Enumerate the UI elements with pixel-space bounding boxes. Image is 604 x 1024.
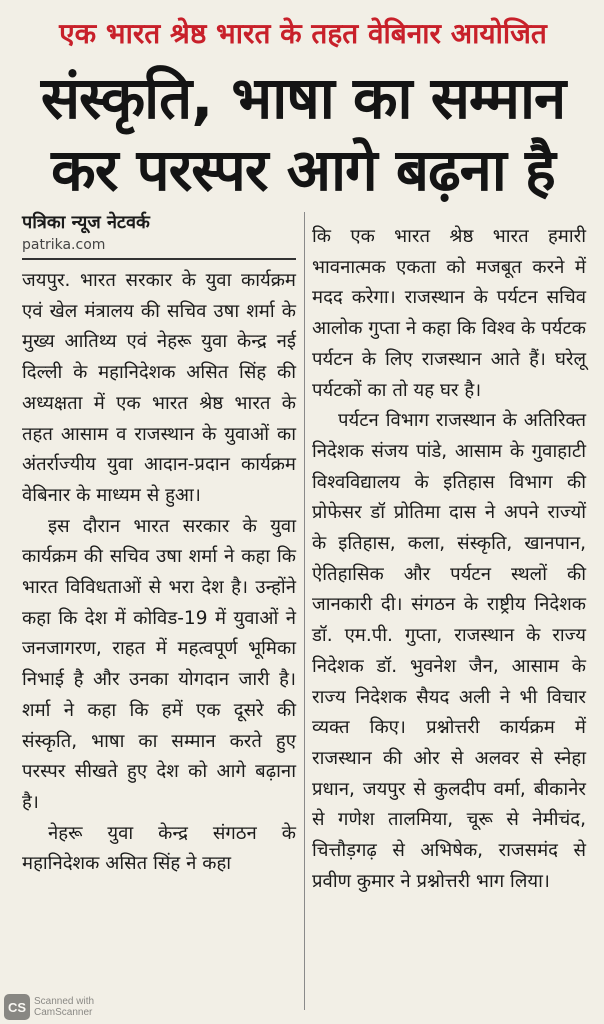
column-divider: [304, 212, 305, 1010]
byline: पत्रिका न्यूज नेटवर्क: [22, 212, 150, 233]
left-paragraph-1: जयपुर. भारत सरकार के युवा कार्यक्रम एवं खेल मंत्रालय की सचिव उषा शर्मा के मुख्य आतिथ्य एवं नेहरू युवा केन्द्र नई दिल्ली के महानिदेशक असित सिंह की अध्यक्षता में एक भारत श्रेष्ठ भारत के तहत आसाम व राजस्थान के युवाओं का अंतर्राज्यीय युवा आदान-प्रदान कार्यक्रम वेबिनार के माध्यम से हुआ।: [22, 270, 296, 506]
byline-site: patrika.com: [22, 237, 106, 253]
right-paragraph-2: पर्यटन विभाग राजस्थान के अतिरिक्त निदेशक संजय पांडे, आसाम के गुवाहाटी विश्वविद्यालय के इतिहास विभाग की प्रोफेसर डॉ प्रोतिमा दास ने अपने राज्यों के इतिहास, कला, संस्कृति, खानपान, ऐतिहासिक और पर्यटन स्थलों की जानकारी दी। संगठन के राष्ट्रीय निदेशक डॉ. एम.पी. गुप्ता, राजस्थान के राज्य निदेशक डॉ. भुवनेश जैन, आसाम के राज्य निदेशक सैयद अली ने भी विचार व्यक्त किए। प्रश्नोत्तरी कार्यक्रम में राजस्थान की ओर से अलवर से स्नेहा प्रधान, जयपुर से कुलदीप वर्मा, बीकानेर से गणेश तालमिया, चूरू से नेमीचंद, चित्तौड़गढ़ से अभिषेक, राजसमंद से प्रवीण कुमार ने प्रश्नोत्तरी भाग लिया।: [312, 410, 586, 892]
watermark-line-1: Scanned with: [34, 996, 95, 1007]
camscanner-watermark: [4, 994, 94, 1020]
left-column: [22, 212, 296, 880]
right-paragraph-1: कि एक भारत श्रेष्ठ भारत हमारी भावनात्मक एकता को मजबूत करने में मदद करेगा। राजस्थान के पर्यटन सचिव आलोक गुप्ता ने कहा कि विश्व के पर्यटक पर्यटन के लिए राजस्थान आते हैं। घरेलू पर्यटकों का तो यह घर है।: [312, 226, 586, 401]
left-paragraph-2: इस दौरान भारत सरकार के युवा कार्यक्रम की सचिव उषा शर्मा ने कहा कि भारत विविधताओं से भरा देश है। उन्होंने कहा कि देश में कोविड-19 में युवाओं ने जनजागरण, राहत में महत्वपूर्ण भूमिका निभाई है और उनका योगदान जारी है। शर्मा ने कहा कि हमें एक दूसरे की संस्कृति, भाषा का सम्मान करते हुए परस्पर सीखते हुए देश को आगे बढ़ाना है।: [22, 515, 296, 813]
watermark-line-2: CamScanner: [34, 1007, 93, 1018]
article-headline: [8, 62, 598, 206]
right-column: [312, 222, 586, 897]
camscanner-logo-icon: CS: [4, 994, 30, 1020]
watermark-text: [34, 996, 94, 1018]
headline-line-1: संस्कृति, भाषा का सम्मान: [40, 64, 566, 132]
headline-line-2: कर परस्पर आगे बढ़ना है: [51, 136, 555, 204]
article-kicker: एक भारत श्रेष्ठ भारत के तहत वेबिनार आयोजित: [59, 17, 547, 50]
left-paragraph-3: नेहरू युवा केन्द्र संगठन के महानिदेशक असित सिंह ने कहा: [22, 822, 296, 875]
byline-rule: [22, 258, 296, 260]
